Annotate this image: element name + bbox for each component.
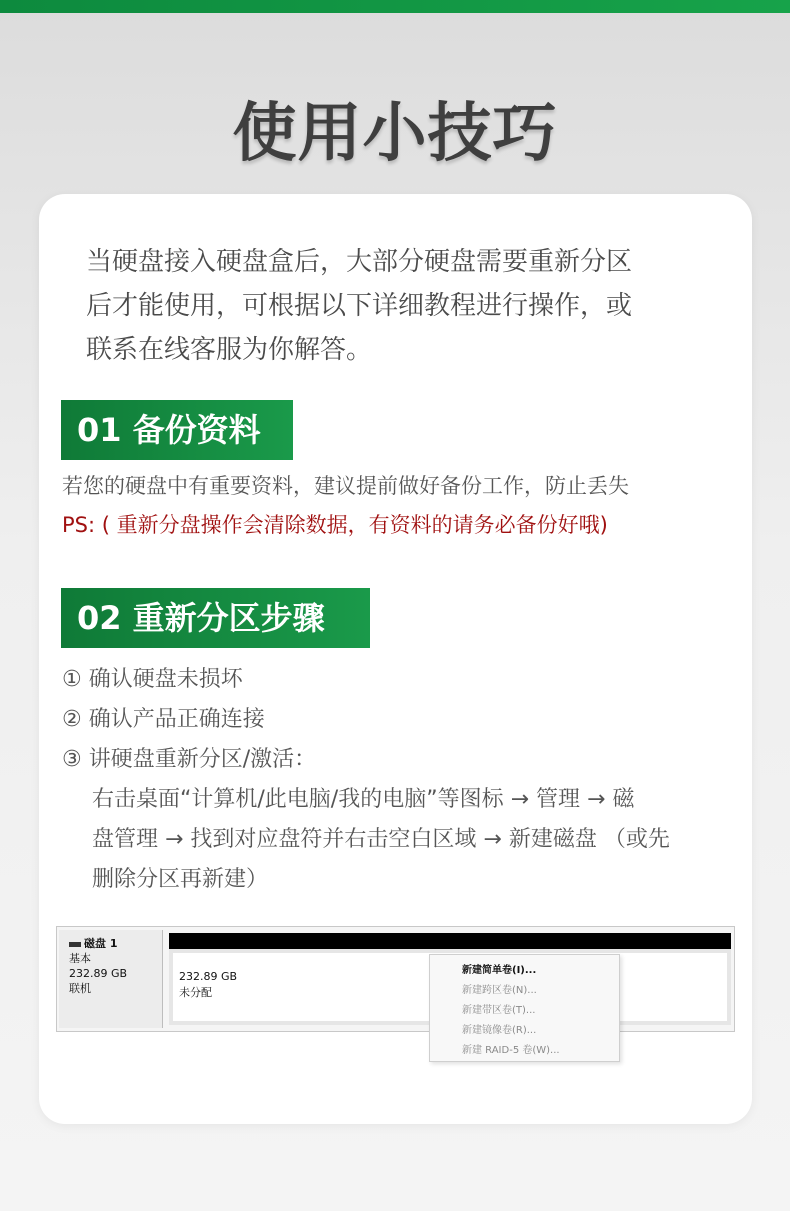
disk-status: 联机 bbox=[69, 982, 91, 995]
backup-advice: 若您的硬盘中有重要资料，建议提前做好备份工作，防止丢失 bbox=[62, 474, 629, 498]
step-item: ② 确认产品正确连接 bbox=[62, 707, 265, 732]
backup-ps-warning: PS: ( 重新分盘操作会清除数据，有资料的请务必备份好哦) bbox=[62, 513, 608, 537]
intro-line: 后才能使用，可根据以下详细教程进行操作，或 bbox=[86, 291, 633, 321]
section-heading-partition: 02 重新分区步骤 bbox=[61, 588, 370, 648]
menu-item-new-spanned-volume[interactable]: 新建跨区卷(N)... bbox=[462, 985, 537, 996]
section-heading-backup: 01 备份资料 bbox=[61, 400, 293, 460]
step-detail-line: 右击桌面“计算机/此电脑/我的电脑”等图标 → 管理 → 磁 bbox=[92, 787, 635, 812]
menu-item-new-mirrored-volume[interactable]: 新建镜像卷(R)... bbox=[462, 1025, 537, 1036]
disk-type: 基本 bbox=[69, 952, 91, 965]
disk-icon bbox=[69, 942, 81, 947]
menu-item-new-striped-volume[interactable]: 新建带区卷(T)... bbox=[462, 1005, 536, 1016]
top-accent-bar bbox=[0, 0, 790, 13]
disk-management-screenshot bbox=[56, 926, 735, 1032]
partition-state: 未分配 bbox=[179, 986, 212, 999]
unallocated-bar bbox=[169, 933, 731, 949]
menu-item-new-raid5-volume[interactable]: 新建 RAID-5 卷(W)... bbox=[462, 1045, 560, 1056]
step-item: ① 确认硬盘未损坏 bbox=[62, 667, 243, 692]
step-item: ③ 讲硬盘重新分区/激活： bbox=[62, 747, 317, 772]
partition-size: 232.89 GB bbox=[179, 970, 238, 983]
disk-name: 磁盘 1 bbox=[84, 937, 118, 950]
partition-steps bbox=[62, 660, 670, 900]
step-detail-line: 删除分区再新建） bbox=[92, 867, 269, 892]
page-title: 使用小技巧 bbox=[232, 97, 558, 171]
intro-text bbox=[86, 240, 726, 372]
menu-item-new-simple-volume[interactable]: 新建简单卷(I)... bbox=[462, 965, 537, 976]
disk-info-panel bbox=[59, 930, 163, 1028]
intro-line: 联系在线客服为你解答。 bbox=[86, 335, 373, 365]
context-menu bbox=[429, 954, 620, 1062]
disk-size: 232.89 GB bbox=[69, 967, 128, 980]
step-detail-line: 盘管理 → 找到对应盘符并右击空白区域 → 新建磁盘 （或先 bbox=[92, 827, 670, 852]
intro-line: 当硬盘接入硬盘盒后，大部分硬盘需要重新分区 bbox=[86, 247, 633, 277]
